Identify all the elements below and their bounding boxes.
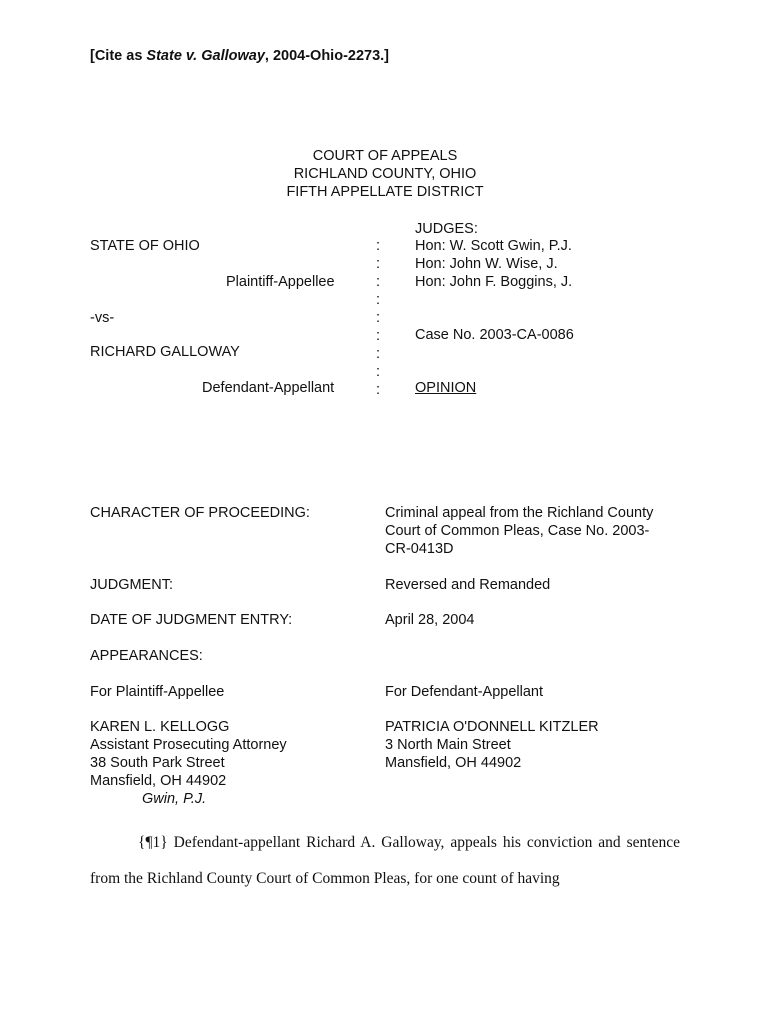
opinion-author: Gwin, P.J. (142, 791, 207, 807)
citation-suffix: , 2004-Ohio-2273.] (264, 48, 390, 64)
court-county: RICHLAND COUNTY, OHIO (293, 166, 477, 182)
defendant-counsel-heading: For Defendant-Appellant (385, 684, 543, 700)
plaintiff-counsel-line: Mansfield, OH 44902 (90, 773, 227, 789)
plaintiff-counsel-line: Assistant Prosecuting Attorney (90, 737, 287, 753)
plaintiff-role: Plaintiff-Appellee (226, 274, 335, 290)
caption-colon: : (376, 292, 381, 308)
caption-colon: : (376, 346, 381, 362)
defendant-name: RICHARD GALLOWAY (90, 344, 240, 360)
caption-colon: : (376, 256, 381, 272)
paragraph-marker: {¶1} (138, 834, 168, 851)
caption-colon: : (376, 382, 381, 398)
judgment-value: Reversed and Remanded (385, 577, 551, 593)
citation-prefix: [Cite as (90, 48, 147, 64)
judge-1: Hon: W. Scott Gwin, P.J. (415, 238, 572, 254)
character-label: CHARACTER OF PROCEEDING: (90, 505, 310, 521)
caption-colon: : (376, 364, 381, 380)
opinion-label: OPINION (415, 380, 477, 396)
case-number: Case No. 2003-CA-0086 (415, 327, 574, 343)
judge-3: Hon: John F. Boggins, J. (415, 274, 573, 290)
opinion-paragraph-1 (90, 825, 680, 897)
court-district: FIFTH APPELLATE DISTRICT (286, 184, 484, 200)
appearances-heading: APPEARANCES: (90, 648, 203, 664)
versus: -vs- (90, 310, 115, 326)
caption-colon: : (376, 238, 381, 254)
court-name: COURT OF APPEALS (312, 148, 458, 164)
caption-colon: : (376, 328, 381, 344)
character-value: Criminal appeal from the Richland County Court of Common Pleas, Case No. 2003-CR-0413D (385, 505, 654, 557)
date-label: DATE OF JUDGMENT ENTRY: (90, 612, 293, 628)
judges-heading: JUDGES: (415, 221, 478, 237)
defendant-counsel-line: PATRICIA O'DONNELL KITZLER (385, 719, 599, 735)
judgment-label: JUDGMENT: (90, 577, 173, 593)
date-value: April 28, 2004 (385, 612, 475, 628)
plaintiff-counsel-line: KAREN L. KELLOGG (90, 719, 230, 735)
plaintiff-name: STATE OF OHIO (90, 238, 200, 254)
caption-colon: : (376, 274, 381, 290)
defendant-counsel-line: Mansfield, OH 44902 (385, 755, 522, 771)
plaintiff-counsel-line: 38 South Park Street (90, 755, 225, 771)
plaintiff-counsel-heading: For Plaintiff-Appellee (90, 684, 225, 700)
defendant-counsel-line: 3 North Main Street (385, 737, 511, 753)
citation-case-name: State v. Galloway (146, 48, 265, 64)
citation (90, 47, 389, 65)
defendant-role: Defendant-Appellant (202, 380, 335, 396)
caption-colon: : (376, 310, 381, 326)
paragraph-text: Defendant-appellant Richard A. Galloway, appeals his conviction and sentence from the Richland County Court of Common Pleas, for one count of having (90, 834, 680, 887)
judge-2: Hon: John W. Wise, J. (415, 256, 558, 272)
